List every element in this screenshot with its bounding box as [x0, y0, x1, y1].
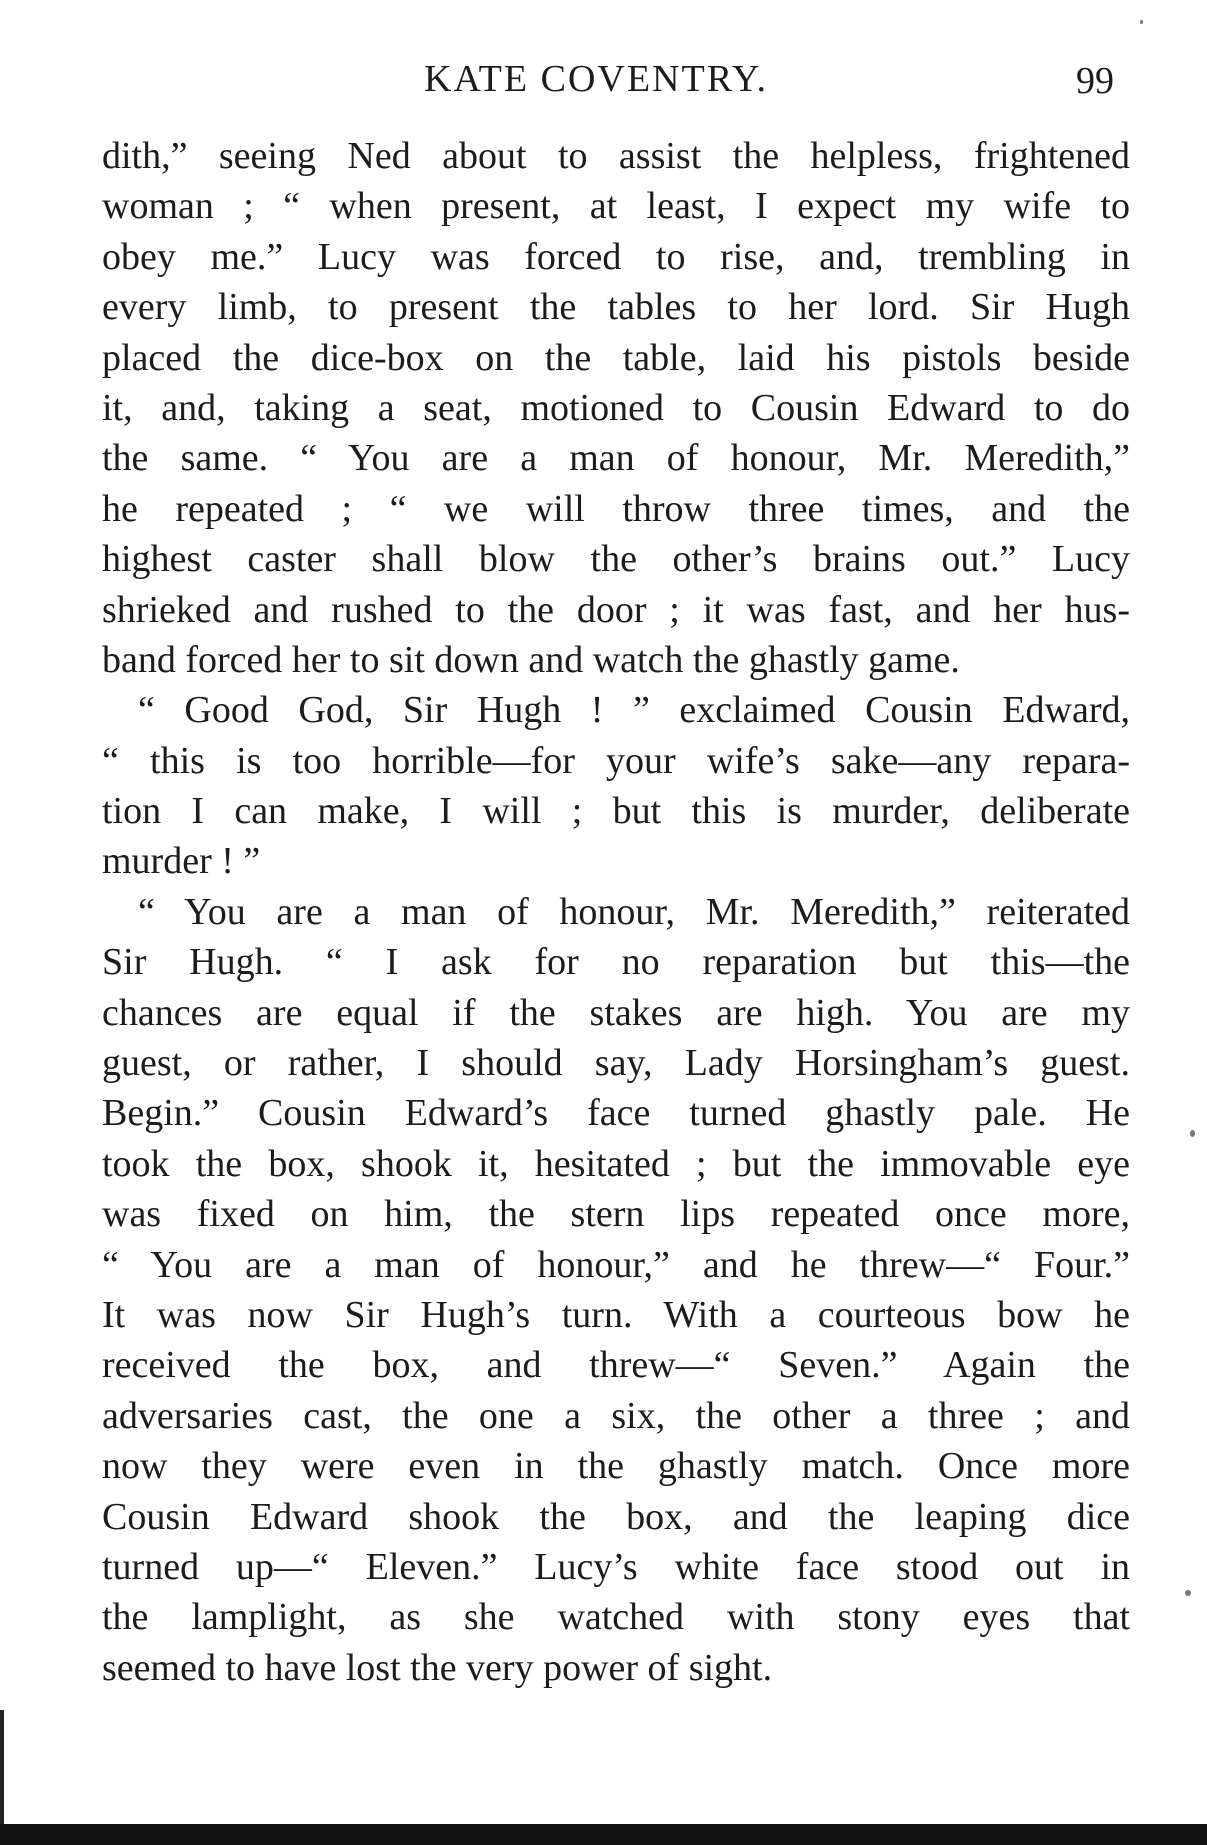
text-line: turned up—“ Eleven.” Lucy’s white face stood out in: [102, 1545, 1130, 1588]
text-line: seemed to have lost the very power of sight.: [102, 1646, 773, 1689]
running-head: [0, 54, 1207, 104]
text-line: band forced her to sit down and watch the ghastly game.: [102, 638, 960, 681]
text-line: dith,” seeing Ned about to assist the helpless, frightened: [102, 135, 1130, 177]
text-line: was fixed on him, the stern lips repeated once more,: [102, 1193, 1130, 1236]
text-line: Cousin Edward shook the box, and the leaping dice: [102, 1495, 1130, 1538]
text-line: placed the dice-box on the table, laid his pistols beside: [102, 336, 1130, 379]
page-number: 99: [1076, 60, 1114, 102]
text-line: Begin.” Cousin Edward’s face turned ghastly pale. He: [102, 1092, 1130, 1135]
text-line: highest caster shall blow the other’s brains out.” Lucy: [102, 538, 1130, 581]
text-line: “ Good God, Sir Hugh ! ” exclaimed Cousin Edward,: [138, 689, 1130, 732]
text-line: it, and, taking a seat, motioned to Cousin Edward to do: [102, 386, 1130, 429]
text-line: “ You are a man of honour, Mr. Meredith,” reiterated: [138, 890, 1130, 933]
scan-speck: [1190, 1130, 1195, 1137]
text-line: chances are equal if the stakes are high. You are my: [102, 991, 1130, 1034]
text-line: “ this is too horrible—for your wife’s sake—any repara-: [102, 739, 1130, 782]
text-line: “ You are a man of honour,” and he threw—“ Four.”: [102, 1243, 1130, 1286]
scan-edge-bottom: [0, 1824, 1207, 1845]
text-line: obey me.” Lucy was forced to rise, and, trembling in: [102, 235, 1130, 278]
text-line: the same. “ You are a man of honour, Mr. Meredith,”: [102, 437, 1130, 480]
scan-speck: [1185, 1590, 1191, 1596]
text-line: woman ; “ when present, at least, I expect my wife to: [102, 185, 1130, 228]
text-line: received the box, and threw—“ Seven.” Again the: [102, 1344, 1130, 1387]
text-line: the lamplight, as she watched with stony eyes that: [102, 1596, 1130, 1639]
text-line: shrieked and rushed to the door ; it was fast, and her hus-: [102, 588, 1130, 631]
text-line: adversaries cast, the one a six, the other a three ; and: [102, 1394, 1130, 1437]
text-line: tion I can make, I will ; but this is murder, deliberate: [102, 790, 1130, 833]
text-line: murder ! ”: [102, 840, 261, 883]
scan-speck: [1140, 20, 1143, 24]
text-line: he repeated ; “ we will throw three times, and the: [102, 487, 1130, 530]
scan-edge-left: [0, 1710, 4, 1830]
text-line: guest, or rather, I should say, Lady Horsingham’s guest.: [102, 1042, 1130, 1085]
text-line: now they were even in the ghastly match. Once more: [102, 1445, 1130, 1488]
body-text: [102, 131, 1130, 1693]
text-line: took the box, shook it, hesitated ; but the immovable eye: [102, 1142, 1130, 1185]
running-title: KATE COVENTRY.: [424, 58, 768, 100]
text-line: It was now Sir Hugh’s turn. With a courteous bow he: [102, 1293, 1130, 1336]
text-line: every limb, to present the tables to her lord. Sir Hugh: [102, 286, 1130, 329]
text-line: Sir Hugh. “ I ask for no reparation but this—the: [102, 941, 1130, 984]
